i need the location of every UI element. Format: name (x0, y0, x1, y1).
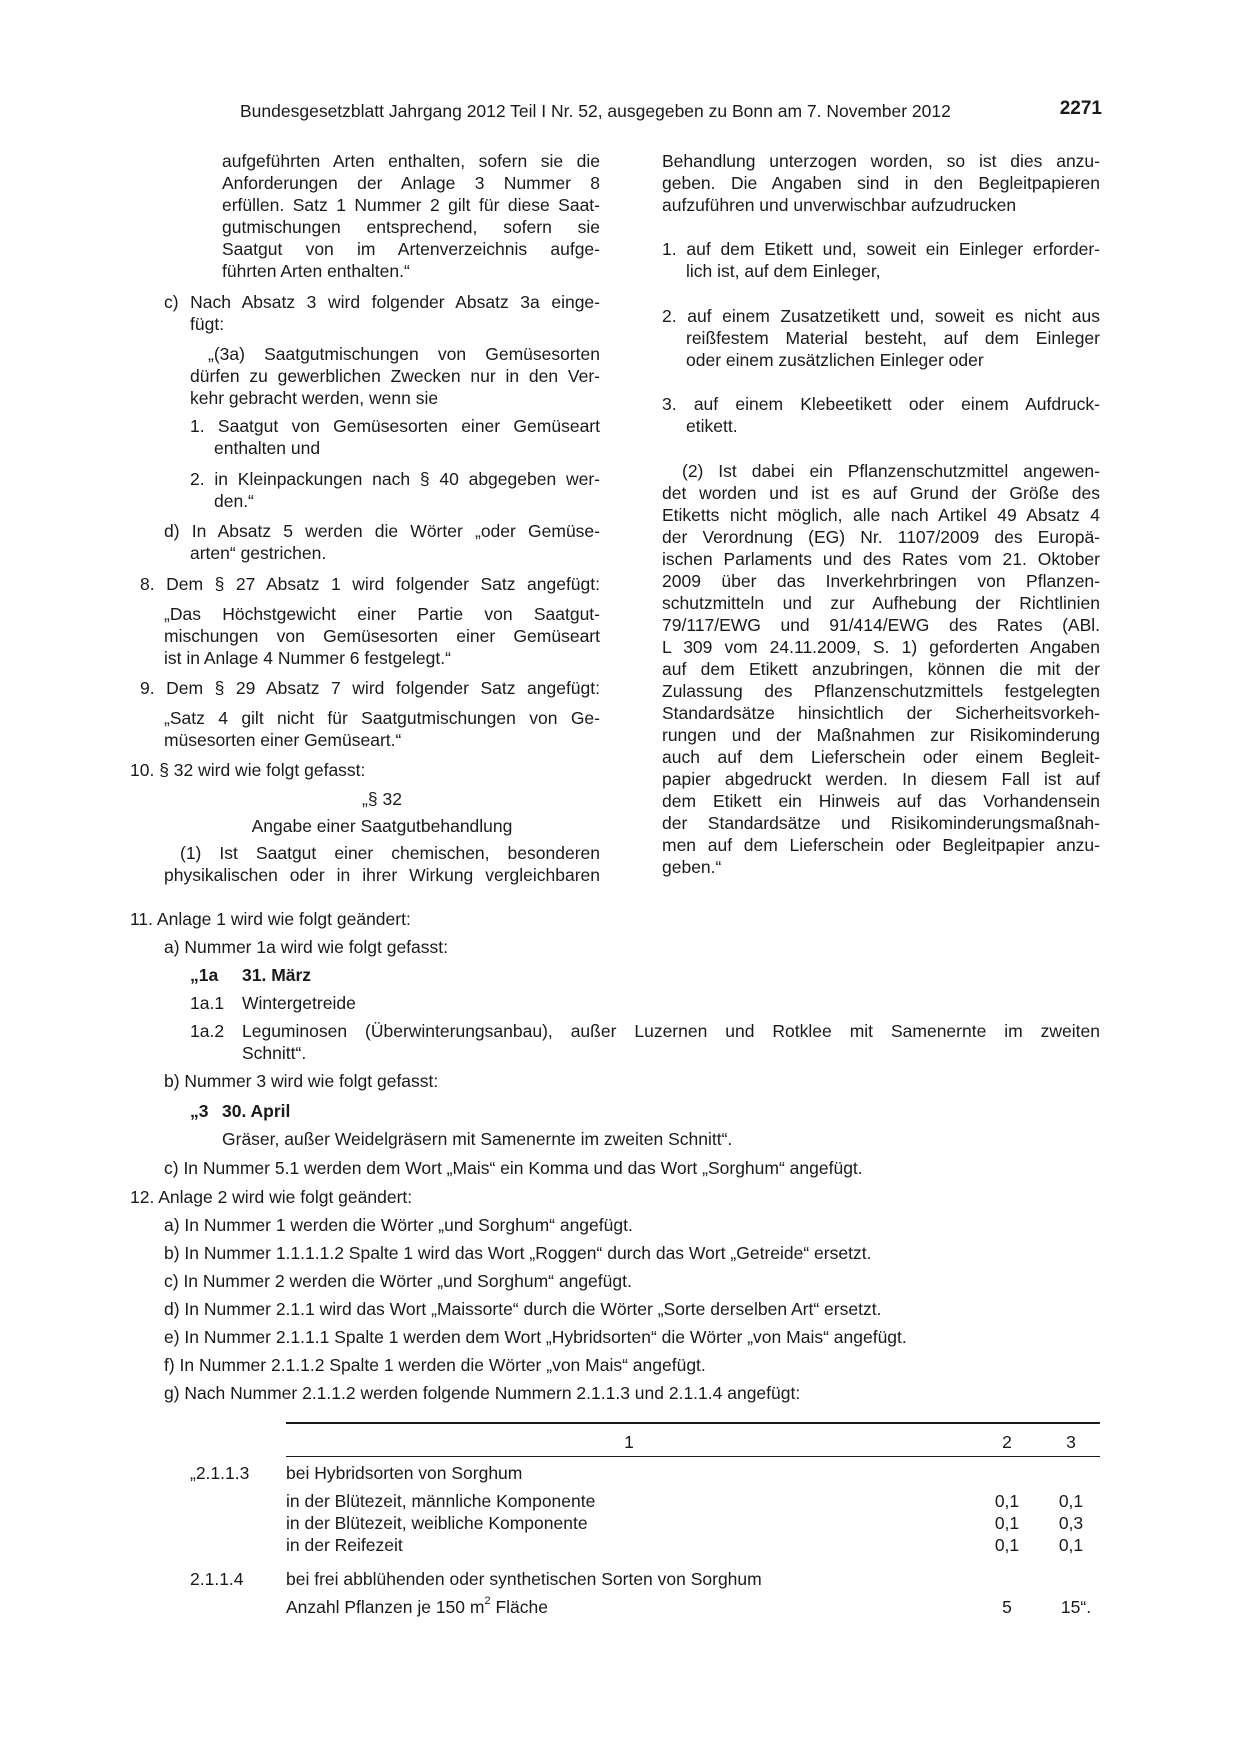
list-item-a: a) Nummer 1a wird wie folgt gefasst: (164, 937, 448, 957)
text-line: Saatgut von im Artenverzeichnis aufge- (222, 239, 600, 259)
row-label-text: Fläche (490, 1597, 548, 1617)
entry-text: Leguminosen (Überwinterungsanbau), außer Luzernen und Rotklee mit Samenernte im zweiten (242, 1021, 1100, 1041)
text-line: erfüllen. Satz 1 Nummer 2 gilt für diese Saat- (222, 195, 600, 215)
text-line: Zulassung des Pflanzenschutzmittels festgelegten (662, 681, 1100, 701)
list-item-c: c) Nach Absatz 3 wird folgender Absatz 3a einge- (164, 292, 600, 312)
text-line: führten Arten enthalten.“ (222, 261, 410, 281)
list-item-b: b) In Nummer 1.1.1.1.2 Spalte 1 wird das Wort „Roggen“ durch das Wort „Getreide“ ersetzt. (164, 1243, 872, 1263)
cell-value: 0,1 (1058, 1491, 1084, 1511)
paragraph-9: 9. Dem § 29 Absatz 7 wird folgender Satz angefügt: (140, 678, 600, 698)
text-line: der Standardsätze und Risikominderungsmaßnah- (662, 813, 1100, 833)
list-item-b: b) Nummer 3 wird wie folgt gefasst: (164, 1071, 439, 1091)
entry-text: Schnitt“. (242, 1043, 307, 1063)
table-top-rule (286, 1422, 1100, 1424)
row-title: bei frei abblühenden oder synthetischen Sorten von Sorghum (286, 1569, 762, 1589)
numbered-item-2: 2. in Kleinpackungen nach § 40 abgegeben wer- (190, 469, 600, 489)
text-line: auch auf dem Lieferschein oder einem Begleit- (662, 747, 1100, 767)
running-header: Bundesgesetzblatt Jahrgang 2012 Teil I Nr. 52, ausgegeben zu Bonn am 7. November 2012 (240, 101, 951, 121)
quote-line: kehr gebracht werden, wenn sie (190, 388, 439, 408)
column-header-3: 3 (1066, 1432, 1076, 1452)
quote-line: mischungen von Gemüsesorten einer Gemüseart (164, 626, 600, 646)
cell-value: 0,1 (994, 1535, 1020, 1555)
paragraph-8: 8. Dem § 27 Absatz 1 wird folgender Satz angefügt: (140, 574, 600, 594)
quote-line: „Das Höchstgewicht einer Partie von Saatgut- (164, 604, 600, 624)
text-line: Behandlung unterzogen worden, so ist dies anzu- (662, 151, 1100, 171)
numbered-item-1: 1. Saatgut von Gemüsesorten einer Gemüseart (190, 416, 600, 436)
entry-number: „1a (190, 965, 219, 985)
cell-value: 0,1 (1058, 1535, 1084, 1555)
text-line: 79/117/EWG und 91/414/EWG des Rates (ABl. (662, 615, 1100, 635)
text-line: fügt: (190, 314, 225, 334)
entry-text: Gräser, außer Weidelgräsern mit Samenernte im zweiten Schnitt“. (222, 1129, 733, 1149)
numbered-item-1: 1. auf dem Etikett und, soweit ein Einleger erforder- (662, 239, 1100, 259)
text-line: dem Etikett ein Hinweis auf das Vorhandensein (662, 791, 1100, 811)
text-line: den.“ (214, 491, 254, 511)
text-line: schutzmitteln und zur Aufhebung der Richtlinien (662, 593, 1100, 613)
quote-line: müsesorten einer Gemüseart.“ (164, 730, 402, 750)
entry-number: 1a.1 (190, 993, 225, 1013)
text-line: (2) Ist dabei ein Pflanzenschutzmittel angewen- (682, 461, 1100, 481)
list-item-c: c) In Nummer 2 werden die Wörter „und Sorghum“ angefügt. (164, 1271, 632, 1291)
cell-value: 0,3 (1058, 1513, 1084, 1533)
column-header-2: 2 (1002, 1432, 1012, 1452)
text-line: (1) Ist Saatgut einer chemischen, besonderen (180, 843, 600, 863)
entry-date: 31. März (242, 965, 312, 985)
quote-line: „(3a) Saatgutmischungen von Gemüsesorten (208, 344, 600, 364)
text-line: aufgeführten Arten enthalten, sofern sie die (222, 151, 600, 171)
entry-number: 1a.2 (190, 1021, 225, 1041)
text-line: geben. Die Angaben sind in den Begleitpapieren (662, 173, 1100, 193)
text-line: Etiketts nicht möglich, alle nach Artikel 49 Absatz 4 (662, 505, 1100, 525)
entry-text: Wintergetreide (242, 993, 356, 1013)
row-label: in der Reifezeit (286, 1535, 403, 1555)
list-item-d: d) In Nummer 2.1.1 wird das Wort „Maissorte“ durch die Wörter „Sorte derselben Art“ ersetzt. (164, 1299, 882, 1319)
text-line: lich ist, auf dem Einleger, (686, 261, 881, 281)
text-line: oder einem zusätzlichen Einleger oder (686, 350, 984, 370)
quote-line: dürfen zu gewerblichen Zwecken nur in den Ver- (190, 366, 600, 386)
text-line: physikalischen oder in ihrer Wirkung vergleichbaren (164, 865, 600, 885)
row-label (286, 1596, 548, 1618)
paragraph-10: 10. § 32 wird wie folgt gefasst: (130, 760, 366, 780)
quote-line: ist in Anlage 4 Nummer 6 festgelegt.“ (164, 648, 451, 668)
text-line: papier abgedruckt werden. In diesem Fall ist auf (662, 769, 1100, 789)
column-header-1: 1 (624, 1432, 634, 1452)
list-item-f: f) In Nummer 2.1.1.2 Spalte 1 werden die Wörter „von Mais“ angefügt. (164, 1355, 706, 1375)
list-item-c: c) In Nummer 5.1 werden dem Wort „Mais“ ein Komma und das Wort „Sorghum“ angefügt. (164, 1158, 863, 1178)
text-line: geben.“ (662, 857, 722, 877)
cell-value: 0,1 (994, 1513, 1020, 1533)
row-number: 2.1.1.4 (190, 1569, 244, 1589)
text-line: rungen und der Maßnahmen zur Risikominderung (662, 725, 1100, 745)
numbered-item-2: 2. auf einem Zusatzetikett und, soweit es nicht aus (662, 306, 1100, 326)
text-line: det worden und ist es auf Grund der Größe des (662, 483, 1100, 503)
numbered-item-3: 3. auf einem Klebeetikett oder einem Aufdruck- (662, 394, 1100, 414)
list-item-a: a) In Nummer 1 werden die Wörter „und Sorghum“ angefügt. (164, 1215, 633, 1235)
text-line: reißfestem Material besteht, auf dem Einleger (686, 328, 1100, 348)
text-line: Anforderungen der Anlage 3 Nummer 8 (222, 173, 600, 193)
text-line: men auf dem Lieferschein oder Begleitpapier anzu- (662, 835, 1100, 855)
text-line: der Verordnung (EG) Nr. 1107/2009 des Europä- (662, 527, 1100, 547)
page-number: 2271 (1059, 98, 1102, 119)
cell-value: 0,1 (994, 1491, 1020, 1511)
paragraph-12: 12. Anlage 2 wird wie folgt geändert: (130, 1187, 413, 1207)
row-label-text: Anzahl Pflanzen je 150 m (286, 1597, 485, 1617)
text-line: auf dem Etikett anzubringen, können die mit der (662, 659, 1100, 679)
text-line: arten“ gestrichen. (190, 543, 327, 563)
row-number: „2.1.1.3 (190, 1463, 250, 1483)
text-line: ischen Parlaments und des Rates vom 21. Oktober (662, 549, 1100, 569)
entry-number: „3 (190, 1101, 209, 1121)
text-line: etikett. (686, 416, 738, 436)
text-line: 2009 über das Inverkehrbringen von Pflanzen- (662, 571, 1100, 591)
section-title: Angabe einer Saatgutbehandlung (251, 816, 513, 836)
table-header-rule (286, 1456, 1100, 1457)
list-item-g: g) Nach Nummer 2.1.1.2 werden folgende Nummern 2.1.1.3 und 2.1.1.4 angefügt: (164, 1383, 801, 1403)
superscript: 2 (484, 1595, 491, 1608)
text-line: L 309 vom 24.11.2009, S. 1) geforderten Angaben (662, 637, 1100, 657)
text-line: enthalten und (214, 438, 321, 458)
text-line: Standardsätze hinsichtlich der Sicherheitsvorkeh- (662, 703, 1100, 723)
list-item-d: d) In Absatz 5 werden die Wörter „oder Gemüse- (164, 521, 600, 541)
paragraph-11: 11. Anlage 1 wird wie folgt geändert: (130, 909, 411, 929)
row-label: in der Blütezeit, weibliche Komponente (286, 1513, 588, 1533)
section-number: „§ 32 (362, 789, 402, 809)
quote-line: „Satz 4 gilt nicht für Saatgutmischungen von Ge- (164, 708, 600, 728)
cell-value: 5 (1002, 1597, 1012, 1617)
entry-date: 30. April (222, 1101, 291, 1121)
row-label: in der Blütezeit, männliche Komponente (286, 1491, 596, 1511)
row-title: bei Hybridsorten von Sorghum (286, 1463, 523, 1483)
text-line: aufzuführen und unverwischbar aufzudrucken (662, 195, 1017, 215)
text-line: gutmischungen entsprechend, sofern sie (222, 217, 600, 237)
list-item-e: e) In Nummer 2.1.1.1 Spalte 1 werden dem Wort „Hybridsorten“ die Wörter „von Mais“ angefügt. (164, 1327, 907, 1347)
cell-value: 15“. (1060, 1597, 1092, 1617)
